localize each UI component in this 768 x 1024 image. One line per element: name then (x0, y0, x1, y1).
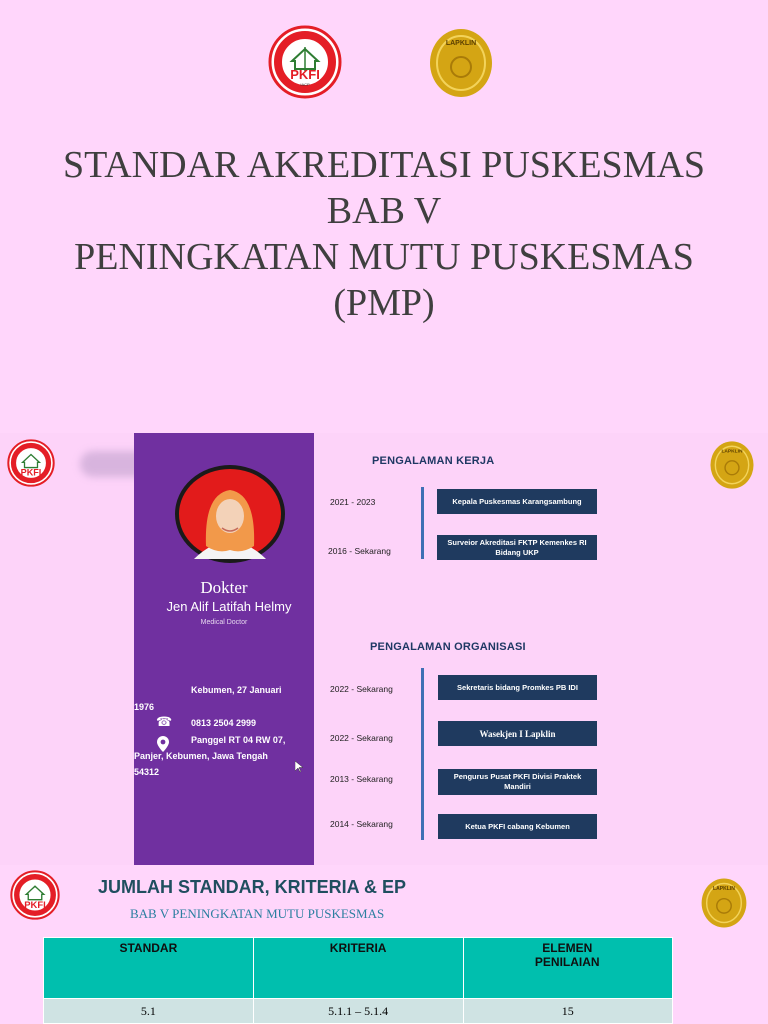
cell-ep: 15 (463, 999, 672, 1024)
col-kriteria: KRITERIA (253, 938, 463, 999)
work-year-2: 2016 - Sekarang (328, 546, 391, 556)
table-row (44, 999, 673, 1024)
slide-summary (0, 865, 768, 1024)
org-year-1: 2022 - Sekarang (330, 684, 393, 694)
org-timeline-line (421, 668, 424, 840)
summary-table (43, 937, 673, 1024)
col-elemen-penilaian: ELEMEN PENILAIAN (463, 938, 672, 999)
pkfi-logo-icon (10, 870, 60, 920)
summary-heading: JUMLAH STANDAR, KRITERIA & EP (98, 877, 407, 897)
svg-text:PKFI: PKFI (20, 467, 42, 478)
address-line-3: 54312 (134, 767, 160, 777)
summary-subheading: BAB V PENINGKATAN MUTU PUSKESMAS (130, 906, 385, 921)
lapklin-logo-icon (707, 440, 757, 490)
work-year-1: 2021 - 2023 (330, 497, 376, 507)
title-line-3: PENINGKATAN MUTU PUSKESMAS (74, 236, 694, 278)
table-header-row (44, 938, 673, 999)
svg-text:IACP: IACP (300, 82, 310, 87)
profile-phone: 0813 2504 2999 (191, 718, 257, 728)
work-item-2: Surveior Akreditasi FKTP Kemenkes RI Bidang UKP (437, 535, 597, 560)
title-line-4: (PMP) (333, 282, 435, 324)
svg-text:LAPKLIN: LAPKLIN (445, 40, 477, 47)
work-item-1: Kepala Puskesmas Karangsambung (437, 489, 597, 514)
lapklin-logo-icon (428, 27, 494, 99)
location-pin-icon (157, 736, 169, 752)
svg-text:LAPKLIN: LAPKLIN (713, 886, 735, 892)
svg-text:LAPKLIN: LAPKLIN (721, 449, 743, 455)
slide-profile (0, 433, 768, 865)
org-item-1: Sekretaris bidang Promkes PB IDI (438, 675, 597, 700)
col-standar: STANDAR (44, 938, 254, 999)
cell-standar: 5.1 (44, 999, 254, 1024)
profile-photo (174, 464, 286, 564)
phone-icon: ☎ (156, 714, 173, 729)
work-heading: PENGALAMAN KERJA (372, 455, 495, 467)
slide-main-title (0, 142, 768, 326)
org-item-2: Wasekjen I Lapklin (438, 721, 597, 746)
lapklin-logo-icon (700, 877, 748, 929)
work-timeline-line (421, 487, 424, 559)
org-item-3: Pengurus Pusat PKFI Divisi Praktek Mandiri (438, 769, 597, 795)
svg-text:PKFI: PKFI (290, 67, 320, 82)
org-year-4: 2014 - Sekarang (330, 819, 393, 829)
birth-line-1: Kebumen, 27 Januari (191, 685, 282, 695)
slide-title (0, 0, 768, 433)
org-year-2: 2022 - Sekarang (330, 733, 393, 743)
pkfi-logo-icon (268, 25, 342, 99)
org-year-3: 2013 - Sekarang (330, 774, 393, 784)
cell-kriteria: 5.1.1 – 5.1.4 (253, 999, 463, 1024)
address-line-1: Panggel RT 04 RW 07, (191, 735, 286, 745)
profile-title: Dokter (200, 578, 248, 597)
birth-line-2: 1976 (134, 702, 155, 712)
org-item-4: Ketua PKFI cabang Kebumen (438, 814, 597, 839)
org-heading: PENGALAMAN ORGANISASI (370, 641, 526, 653)
cursor-icon (295, 761, 303, 773)
address-line-2: Panjer, Kebumen, Jawa Tengah (134, 751, 268, 761)
title-line-2: BAB V (326, 190, 442, 232)
svg-text:PKFI: PKFI (24, 899, 46, 911)
profile-name: Jen Alif Latifah Helmy (166, 599, 292, 614)
pkfi-logo-icon (7, 439, 55, 487)
title-line-1: STANDAR AKREDITASI PUSKESMAS (62, 144, 706, 186)
profile-role: Medical Doctor (200, 619, 248, 626)
